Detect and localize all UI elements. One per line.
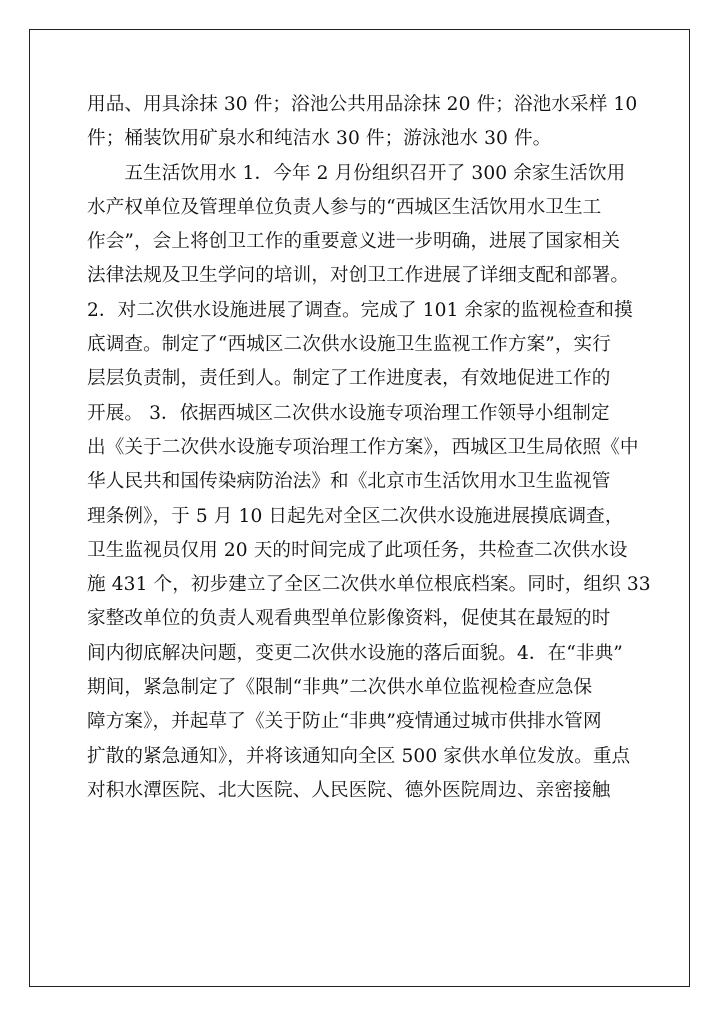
text-line: 扩散的紧急通知》，并将该通知向全区 500 家供水单位发放。重点	[87, 745, 631, 767]
text-line: 水产权单位及管理单位负责人参与的“西城区生活饮用水卫生工	[87, 196, 602, 218]
text-line: 开展。 3．依据西城区二次供水设施专项治理工作领导小组制定	[87, 402, 610, 424]
text-line: 间内彻底解决问题，变更二次供水设施的落后面貌。4．在“非典”	[87, 642, 623, 664]
text-line: 出《关于二次供水设施专项治理工作方案》，西城区卫生局依照《中	[87, 436, 639, 458]
text-line: 底调查。制定了“西城区二次供水设施卫生监视工作方案”，实行	[87, 334, 611, 356]
text-line: 2．对二次供水设施进展了调查。完成了 101 余家的监视检查和摸	[87, 299, 633, 321]
text-line: 理条例》，于 5 月 10 日起先对全区二次供水设施进展摸底调查，	[87, 505, 624, 527]
text-line: 对积水潭医院、北大医院、人民医院、德外医院周边、亲密接触	[87, 779, 611, 801]
text-line: 期间，紧急制定了《限制“非典”二次供水单位监视检查应急保	[87, 677, 593, 699]
text-line: 用品、用具涂抹 30 件；浴池公共用品涂抹 20 件；浴池水采样 10	[87, 94, 638, 115]
text-line: 卫生监视员仅用 20 天的时间完成了此项任务，共检查二次供水设	[87, 539, 628, 561]
text-line: 作会”，会上将创卫工作的重要意义进一步明确，进展了国家相关	[87, 231, 621, 253]
document-body	[87, 88, 651, 808]
text-line: 法律法规及卫生学问的培训，对创卫工作进展了详细支配和部署。	[87, 265, 630, 287]
text-line: 家整改单位的负责人观看典型单位影像资料，促使其在最短的时	[87, 608, 611, 630]
text-line: 层层负责制，责任到人。制定了工作进度表，有效地促进工作的	[87, 368, 611, 390]
text-line: 施 431 个，初步建立了全区二次供水单位根底档案。同时，组织 33	[87, 574, 651, 596]
text-line: 五生活饮用水 1．今年 2 月份组织召开了 300 余家生活饮用	[87, 162, 626, 184]
text-line: 障方案》，并起草了《关于防止“非典”疫情通过城市供排水管网	[87, 711, 602, 733]
text-line: 件；桶装饮用矿泉水和纯洁水 30 件；游泳池水 30 件。	[87, 128, 552, 150]
text-line: 华人民共和国传染病防治法》和《北京市生活饮用水卫生监视管	[87, 471, 611, 493]
